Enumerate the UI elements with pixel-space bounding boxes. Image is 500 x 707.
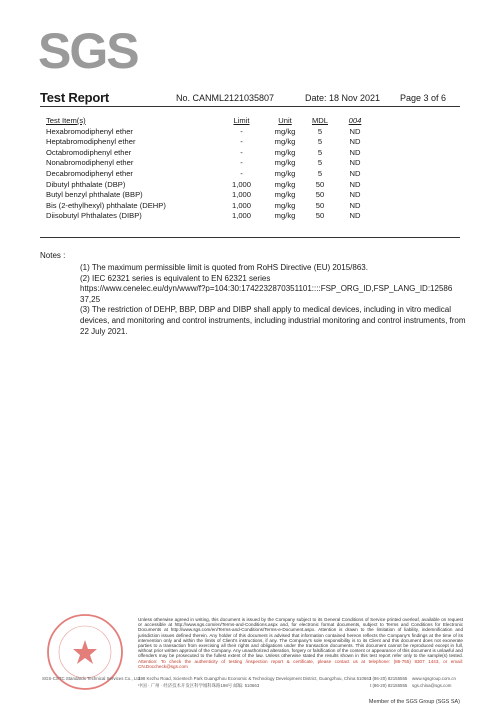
cell-mdl: 5 bbox=[317, 147, 323, 157]
note-2-url-line-2[interactable]: 37,25 bbox=[80, 294, 101, 304]
tel-en: t (86-20) 82155555 bbox=[370, 676, 408, 681]
address-footer bbox=[42, 676, 462, 690]
email-link[interactable]: sgs.china@sgs.com bbox=[412, 683, 452, 688]
table-row bbox=[46, 158, 456, 169]
cell-limit: 1,000 bbox=[231, 211, 251, 221]
header-sample-004: 004 bbox=[348, 116, 362, 125]
cell-item: Heptabromodiphenyl ether bbox=[46, 137, 136, 147]
street-en: 198 Kezhu Road, Scientech Park Guangzhou Economic & Technology Development District, Guangzhou, China 510663 bbox=[138, 676, 372, 681]
cell-result: ND bbox=[349, 200, 361, 210]
tel-cn: t (86-20) 82155555 bbox=[370, 683, 408, 688]
address-row-en bbox=[42, 676, 462, 683]
cell-result: ND bbox=[349, 211, 361, 221]
table-row bbox=[46, 201, 456, 212]
results-table bbox=[46, 116, 456, 222]
member-of-sgs-group: Member of the SGS Group (SGS SA) bbox=[368, 699, 460, 705]
notes-block bbox=[80, 263, 470, 337]
cell-limit: - bbox=[240, 126, 243, 136]
report-number: No. CANML2121035807 bbox=[176, 93, 275, 103]
cell-unit: mg/kg bbox=[274, 211, 296, 221]
cell-unit: mg/kg bbox=[274, 190, 296, 200]
disclaimer-body: Unless otherwise agreed in writing, this document is issued by the Company subject to its General Conditions of Service printed overleaf, available on request or accessible at http://www.sgs.com/en/Terms-and-Conditions.aspx and, for electronic format documents, subject to Terms and Conditions for Electronic Documents at http://www.sgs.com/en/Terms-and-Conditions/Terms-e-Document.aspx. Attention is drawn to the limitation of liability, indemnification and jurisdiction issues defined therein. Any holder of this document is advised that information contained hereon reflects the Company's findings at the time of its intervention only and within the limits of Client's instructions, if any. The Company's sole responsibility is to its Client and this document does not exonerate parties to a transaction from exercising all their rights and obligations under the transaction documents. This document cannot be reproduced except in full, without prior written approval of the Company. Any unauthorized alteration, forgery or falsification of the content or appearance of this document is unlawful and offenders may be prosecuted to the fullest extent of the law. Unless otherwise stated the results shown in this test report refer only to the sample(s) tested. bbox=[138, 617, 463, 659]
cell-unit: mg/kg bbox=[274, 179, 296, 189]
cell-mdl: 5 bbox=[317, 168, 323, 178]
address-row-cn bbox=[42, 683, 462, 690]
web-link[interactable]: www.sgsgroup.com.cn bbox=[412, 676, 456, 681]
cell-limit: - bbox=[240, 158, 243, 168]
cell-mdl: 50 bbox=[315, 179, 325, 189]
cell-item: Dibutyl phthalate (DBP) bbox=[46, 179, 126, 189]
cell-mdl: 50 bbox=[315, 211, 325, 221]
report-date: Date: 18 Nov 2021 bbox=[305, 93, 381, 103]
table-row bbox=[46, 190, 456, 201]
cell-unit: mg/kg bbox=[274, 137, 296, 147]
table-row bbox=[46, 169, 456, 180]
note-2-url-line-1[interactable]: https://www.cenelec.eu/dyn/www/f?p=104:30:1742232870351101::::FSP_ORG_ID,FSP_LANG_ID:12586 bbox=[80, 284, 453, 294]
header-test-item: Test Item(s) bbox=[46, 116, 86, 125]
org-name: SGS-CSTC Standards Technical Services Co., Ltd. bbox=[42, 676, 142, 681]
header-rule bbox=[40, 106, 460, 107]
cell-result: ND bbox=[349, 126, 361, 136]
cell-item: Bis (2-ethylhexyl) phthalate (DEHP) bbox=[46, 200, 166, 210]
cell-unit: mg/kg bbox=[274, 147, 296, 157]
cell-limit: - bbox=[240, 168, 243, 178]
cell-unit: mg/kg bbox=[274, 158, 296, 168]
cell-unit: mg/kg bbox=[274, 168, 296, 178]
cell-mdl: 5 bbox=[317, 126, 323, 136]
note-2: (2) IEC 62321 series is equivalent to EN 62321 series bbox=[80, 273, 271, 283]
header-mdl: MDL bbox=[311, 116, 329, 125]
disclaimer bbox=[138, 617, 463, 669]
table-row bbox=[46, 148, 456, 159]
note-3: (3) The restriction of DEHP, BBP, DBP and DIBP shall apply to medical devices, including in vitro medical devices, and monitoring and control instruments, including industrial monitoring and control instruments, from 22 July 2021. bbox=[80, 305, 466, 336]
table-row bbox=[46, 137, 456, 148]
table-row bbox=[46, 180, 456, 191]
disclaimer-attention: Attention: To check the authenticity of testing /inspection report & certificate, please contact us at telephone: (86-755) 8307 1443, or email: CN.Doccheck@sgs.com bbox=[138, 658, 463, 669]
cell-result: ND bbox=[349, 168, 361, 178]
cell-limit: 1,000 bbox=[231, 200, 251, 210]
notes-label: Notes : bbox=[40, 251, 66, 260]
table-row bbox=[46, 127, 456, 138]
sgs-logo bbox=[36, 26, 146, 74]
cell-result: ND bbox=[349, 158, 361, 168]
table-header-row bbox=[46, 116, 456, 127]
cell-mdl: 5 bbox=[317, 137, 323, 147]
cell-limit: - bbox=[240, 147, 243, 157]
cell-mdl: 5 bbox=[317, 158, 323, 168]
cell-item: Decabromodiphenyl ether bbox=[46, 168, 133, 178]
street-cn: 中国 · 广州 · 经济技术开发区科学城科珠路198号 邮编: 510663 bbox=[138, 683, 260, 688]
logo-text: SGS bbox=[38, 26, 138, 74]
cell-limit: 1,000 bbox=[231, 179, 251, 189]
cell-result: ND bbox=[349, 137, 361, 147]
cell-mdl: 50 bbox=[315, 200, 325, 210]
cell-result: ND bbox=[349, 179, 361, 189]
page-number: Page 3 of 6 bbox=[400, 93, 447, 103]
header-limit: Limit bbox=[233, 116, 250, 125]
cell-item: Octabromodiphenyl ether bbox=[46, 147, 132, 157]
cell-item: Hexabromodiphenyl ether bbox=[46, 126, 133, 136]
header-unit: Unit bbox=[278, 116, 292, 125]
cell-unit: mg/kg bbox=[274, 200, 296, 210]
report-title: Test Report bbox=[40, 90, 110, 105]
table-row bbox=[46, 211, 456, 222]
table-bottom-rule bbox=[40, 237, 460, 238]
cell-item: Nonabromodiphenyl ether bbox=[46, 158, 134, 168]
cell-result: ND bbox=[349, 190, 361, 200]
cell-item: Butyl benzyl phthalate (BBP) bbox=[46, 190, 143, 200]
cell-limit: - bbox=[240, 137, 243, 147]
cell-mdl: 50 bbox=[315, 190, 325, 200]
stamp-star-icon bbox=[73, 640, 97, 664]
note-1: (1) The maximum permissible limit is quoted from RoHS Directive (EU) 2015/863. bbox=[80, 263, 368, 272]
cell-unit: mg/kg bbox=[274, 126, 296, 136]
cell-item: Diisobutyl Phthalates (DIBP) bbox=[46, 211, 142, 221]
cell-limit: 1,000 bbox=[231, 190, 251, 200]
cell-result: ND bbox=[349, 147, 361, 157]
